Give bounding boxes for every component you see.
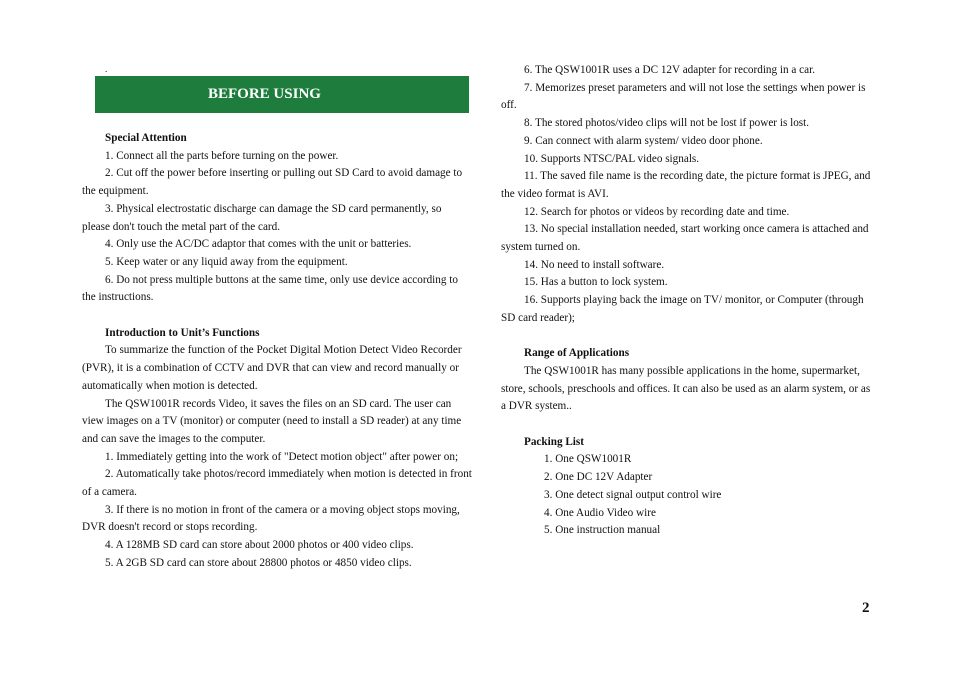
packing-item: 4. One Audio Video wire [544,506,656,519]
feature-item: 6. The QSW1001R uses a DC 12V adapter for recording in a car. [524,64,816,76]
special-item: 6. Do not press multiple buttons at the same time, only use device according to the instructions. [82,273,458,304]
range-heading: Range of Applications [524,347,630,360]
range-text: The QSW1001R has many possible applications in the home, supermarket, store, schools, preschools and offices. It can also be used as an alarm system, or as a DVR system.. [501,364,871,413]
special-item: 5. Keep water or any liquid away from the equipment. [105,255,348,268]
left-column [82,62,472,573]
section-banner: BEFORE USING [95,76,469,113]
feature-item: 15. Has a button to lock system. [524,276,668,289]
intro-paragraph: 1. Immediately getting into the work of "Detect motion object" after power on; [105,450,459,463]
intro-paragraph: 4. A 128MB SD card can store about 2000 photos or 400 video clips. [105,539,414,552]
page-number: 2 [862,600,870,616]
intro-paragraph: 2. Automatically take photos/record immediately when motion is detected in front of a camera. [82,468,472,499]
packing-item: 3. One detect signal output control wire [544,488,722,501]
intro-paragraph: 5. A 2GB SD card can store about 28800 photos or 4850 video clips. [105,556,412,569]
special-item: 3. Physical electrostatic discharge can damage the SD card permanently, so please don't touch the metal part of the card. [82,202,442,233]
feature-item: 12. Search for photos or videos by recording date and time. [524,205,790,218]
intro-paragraph: The QSW1001R records Video, it saves the files on an SD card. The user can view images on a TV (monitor) or computer (need to install a SD reader) at any time and can save the images to the computer. [82,397,462,445]
spacer [82,113,472,130]
intro-paragraph: 3. If there is no motion in front of the camera or a moving object stops moving, DVR doesn't record or stops recording. [82,503,460,534]
feature-item: 14. No need to install software. [524,258,665,271]
feature-item: 10. Supports NTSC/PAL video signals. [524,152,700,165]
stray-dot: . [105,64,108,74]
packing-item: 2. One DC 12V Adapter [544,471,653,484]
right-column [501,62,875,540]
special-attention-heading: Special Attention [105,132,187,144]
packing-item: 5. One instruction manual [544,524,661,537]
feature-item: 16. Supports playing back the image on TV/ monitor, or Computer (through SD card reader); [501,294,864,324]
spacer [501,416,875,434]
feature-item: 8. The stored photos/video clips will not be lost if power is lost. [524,117,810,130]
special-item: 2. Cut off the power before inserting or pulling out SD Card to avoid damage to the equipment. [82,167,463,198]
packing-item: 1. One QSW1001R [544,453,632,466]
intro-heading: Introduction to Unit’s Functions [105,326,260,339]
special-item: 1. Connect all the parts before turning on the power. [105,149,339,162]
intro-paragraph: To summarize the function of the Pocket Digital Motion Detect Video Recorder (PVR), it is a combination of CCTV and DVR that can view and record manually or automatically when motion is detected. [82,344,462,392]
packing-heading: Packing List [524,435,584,448]
feature-item: 7. Memorizes preset parameters and will not lose the settings when power is off. [501,81,866,112]
feature-item: 9. Can connect with alarm system/ video door phone. [524,134,763,147]
feature-item: 11. The saved file name is the recording date, the picture format is JPEG, and the video format is AVI. [501,170,871,200]
special-item: 4. Only use the AC/DC adaptor that comes with the unit or batteries. [105,238,412,251]
feature-item: 13. No special installation needed, start working once camera is attached and system turned on. [501,223,869,254]
spacer [82,307,472,325]
spacer [501,328,875,346]
